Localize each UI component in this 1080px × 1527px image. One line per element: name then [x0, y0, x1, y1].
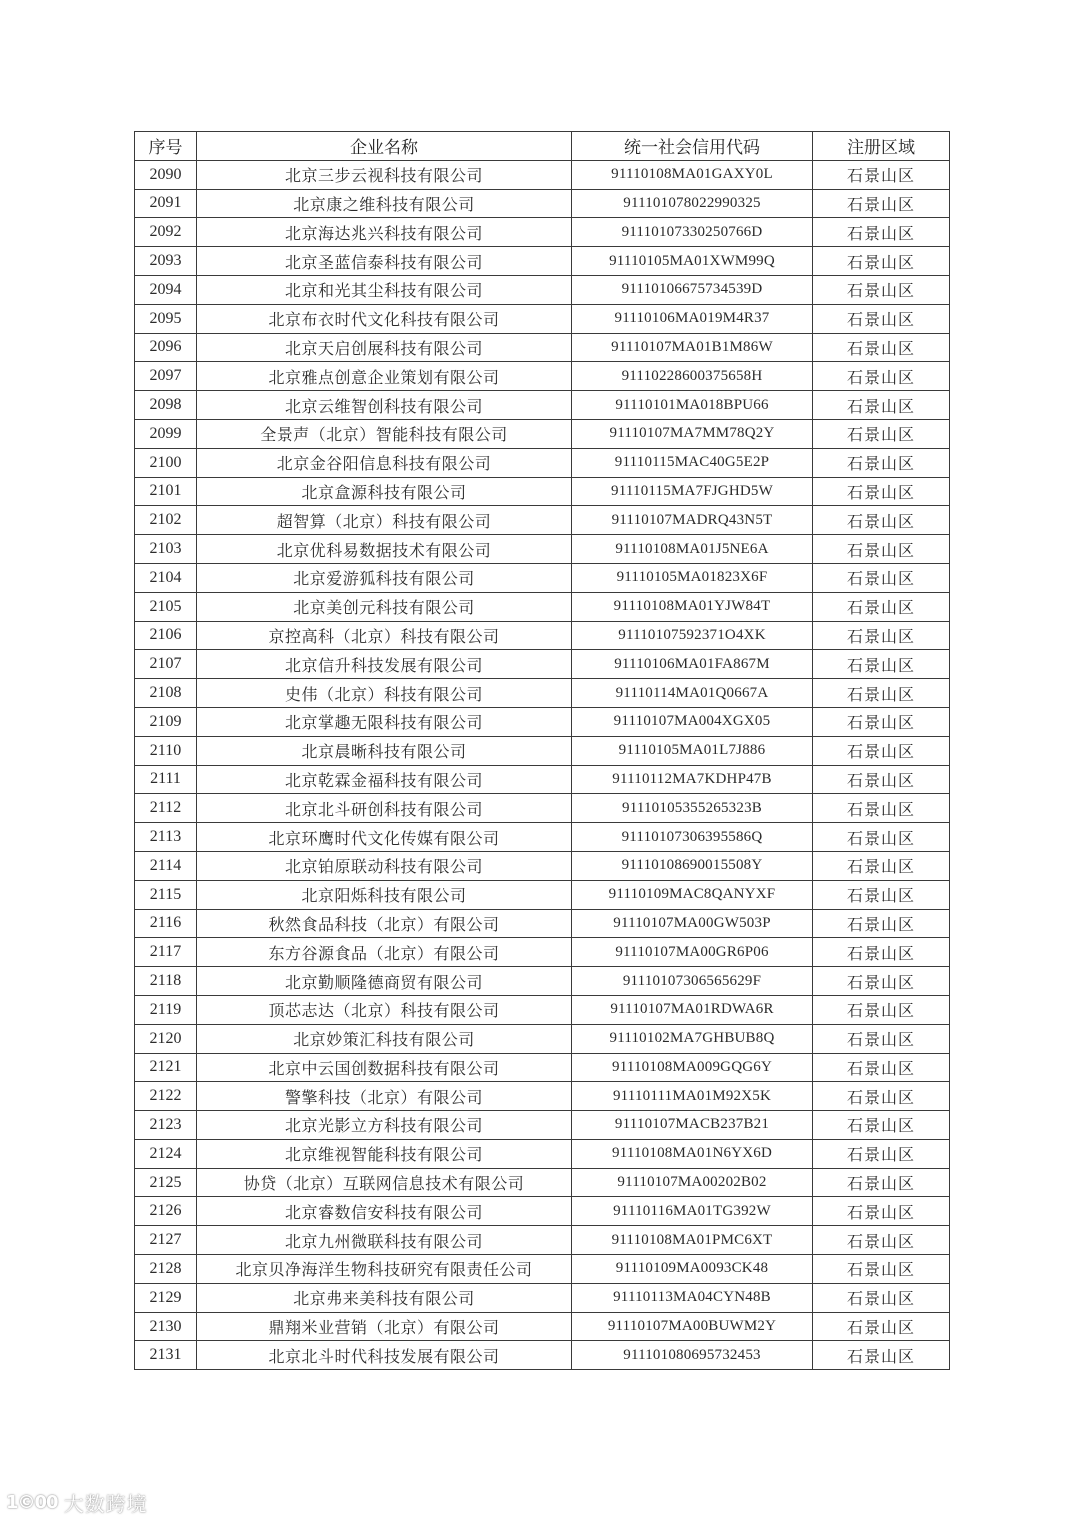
cell-region: 石景山区: [813, 707, 950, 736]
cell-credit-code: 91110106MA019M4R37: [572, 304, 813, 333]
cell-company-name: 鼎翔米业营销（北京）有限公司: [197, 1312, 572, 1341]
cell-seq: 2110: [135, 736, 197, 765]
cell-region: 石景山区: [813, 880, 950, 909]
table-row: [135, 563, 950, 592]
cell-credit-code: 91110116MA01TG392W: [572, 1197, 813, 1226]
cell-seq: 2090: [135, 160, 197, 189]
table-row: [135, 823, 950, 852]
table-row: [135, 1111, 950, 1140]
table-row: [135, 218, 950, 247]
cell-company-name: 北京雅点创意企业策划有限公司: [197, 362, 572, 391]
cell-region: 石景山区: [813, 333, 950, 362]
cell-company-name: 北京海达兆兴科技有限公司: [197, 218, 572, 247]
cell-seq: 2108: [135, 679, 197, 708]
cell-region: 石景山区: [813, 563, 950, 592]
cell-region: 石景山区: [813, 247, 950, 276]
cell-credit-code: 91110105MA01L7J886: [572, 736, 813, 765]
cell-company-name: 北京维视智能科技有限公司: [197, 1139, 572, 1168]
cell-company-name: 北京晨晰科技有限公司: [197, 736, 572, 765]
cell-company-name: 北京掌趣无限科技有限公司: [197, 707, 572, 736]
cell-region: 石景山区: [813, 736, 950, 765]
cell-company-name: 北京乾霖金福科技有限公司: [197, 765, 572, 794]
cell-credit-code: 91110108MA01YJW84T: [572, 592, 813, 621]
cell-region: 石景山区: [813, 189, 950, 218]
table-row: [135, 1283, 950, 1312]
table-row: [135, 362, 950, 391]
cell-credit-code: 91110109MA0093CK48: [572, 1255, 813, 1284]
cell-credit-code: 91110108MA01PMC6XT: [572, 1226, 813, 1255]
cell-company-name: 北京布衣时代文化科技有限公司: [197, 304, 572, 333]
cell-region: 石景山区: [813, 621, 950, 650]
cell-credit-code: 91110107330250766D: [572, 218, 813, 247]
cell-region: 石景山区: [813, 650, 950, 679]
table-row: [135, 1341, 950, 1370]
cell-seq: 2095: [135, 304, 197, 333]
cell-credit-code: 91110107MADRQ43N5T: [572, 506, 813, 535]
cell-seq: 2103: [135, 535, 197, 564]
cell-company-name: 北京天启创展科技有限公司: [197, 333, 572, 362]
brand-logo-icon: 1©00: [6, 1492, 58, 1513]
cell-credit-code: 91110108MA01J5NE6A: [572, 535, 813, 564]
cell-region: 石景山区: [813, 1341, 950, 1370]
cell-company-name: 全景声（北京）智能科技有限公司: [197, 419, 572, 448]
cell-region: 石景山区: [813, 938, 950, 967]
cell-company-name: 北京光影立方科技有限公司: [197, 1111, 572, 1140]
cell-seq: 2107: [135, 650, 197, 679]
cell-company-name: 北京三步云视科技有限公司: [197, 160, 572, 189]
cell-credit-code: 911101078022990325: [572, 189, 813, 218]
cell-credit-code: 91110228600375658H: [572, 362, 813, 391]
table-row: [135, 535, 950, 564]
cell-region: 石景山区: [813, 477, 950, 506]
table-row: [135, 1139, 950, 1168]
brand-name: 大数跨境: [63, 1492, 148, 1516]
cell-credit-code: 91110107MACB237B21: [572, 1111, 813, 1140]
cell-company-name: 北京铂原联动科技有限公司: [197, 851, 572, 880]
cell-seq: 2104: [135, 563, 197, 592]
watermark: [6, 1488, 148, 1517]
cell-seq: 2105: [135, 592, 197, 621]
cell-region: 石景山区: [813, 1255, 950, 1284]
header-company-name: 企业名称: [197, 132, 572, 161]
cell-credit-code: 91110101MA018BPU66: [572, 391, 813, 420]
table-row: [135, 707, 950, 736]
cell-seq: 2120: [135, 1024, 197, 1053]
table-row: [135, 851, 950, 880]
cell-seq: 2096: [135, 333, 197, 362]
cell-seq: 2092: [135, 218, 197, 247]
cell-seq: 2129: [135, 1283, 197, 1312]
cell-seq: 2113: [135, 823, 197, 852]
cell-region: 石景山区: [813, 1283, 950, 1312]
cell-region: 石景山区: [813, 765, 950, 794]
table-row: [135, 794, 950, 823]
cell-seq: 2109: [135, 707, 197, 736]
table-row: [135, 621, 950, 650]
table-row: [135, 967, 950, 996]
cell-seq: 2131: [135, 1341, 197, 1370]
table-row: [135, 1082, 950, 1111]
cell-region: 石景山区: [813, 218, 950, 247]
cell-seq: 2121: [135, 1053, 197, 1082]
cell-region: 石景山区: [813, 851, 950, 880]
cell-credit-code: 91110107MA00BUWM2Y: [572, 1312, 813, 1341]
cell-company-name: 史伟（北京）科技有限公司: [197, 679, 572, 708]
cell-seq: 2123: [135, 1111, 197, 1140]
cell-company-name: 北京金谷阳信息科技有限公司: [197, 448, 572, 477]
table-row: [135, 275, 950, 304]
cell-seq: 2102: [135, 506, 197, 535]
cell-company-name: 北京环鹰时代文化传媒有限公司: [197, 823, 572, 852]
table-row: [135, 1226, 950, 1255]
cell-region: 石景山区: [813, 1082, 950, 1111]
cell-company-name: 北京康之维科技有限公司: [197, 189, 572, 218]
cell-region: 石景山区: [813, 794, 950, 823]
cell-seq: 2127: [135, 1226, 197, 1255]
cell-credit-code: 911101080695732453: [572, 1341, 813, 1370]
cell-company-name: 秋然食品科技（北京）有限公司: [197, 909, 572, 938]
cell-region: 石景山区: [813, 1053, 950, 1082]
cell-credit-code: 91110107MA01RDWA6R: [572, 995, 813, 1024]
cell-company-name: 北京美创元科技有限公司: [197, 592, 572, 621]
cell-credit-code: 91110114MA01Q0667A: [572, 679, 813, 708]
cell-seq: 2128: [135, 1255, 197, 1284]
cell-credit-code: 91110105MA01823X6F: [572, 563, 813, 592]
cell-seq: 2100: [135, 448, 197, 477]
table-row: [135, 1197, 950, 1226]
cell-seq: 2125: [135, 1168, 197, 1197]
cell-credit-code: 91110109MAC8QANYXF: [572, 880, 813, 909]
cell-seq: 2098: [135, 391, 197, 420]
header-seq: 序号: [135, 132, 197, 161]
table-row: [135, 506, 950, 535]
cell-region: 石景山区: [813, 362, 950, 391]
cell-credit-code: 91110107592371O4XK: [572, 621, 813, 650]
cell-seq: 2111: [135, 765, 197, 794]
cell-seq: 2101: [135, 477, 197, 506]
table-row: [135, 1255, 950, 1284]
table-header-row: [135, 132, 950, 161]
cell-company-name: 北京北斗研创科技有限公司: [197, 794, 572, 823]
cell-credit-code: 91110108MA01N6YX6D: [572, 1139, 813, 1168]
table-row: [135, 247, 950, 276]
table-row: [135, 765, 950, 794]
table-row: [135, 304, 950, 333]
table-row: [135, 1312, 950, 1341]
table-row: [135, 477, 950, 506]
cell-region: 石景山区: [813, 592, 950, 621]
cell-region: 石景山区: [813, 160, 950, 189]
cell-seq: 2126: [135, 1197, 197, 1226]
cell-credit-code: 91110113MA04CYN48B: [572, 1283, 813, 1312]
cell-credit-code: 91110107306395586Q: [572, 823, 813, 852]
cell-region: 石景山区: [813, 995, 950, 1024]
cell-region: 石景山区: [813, 506, 950, 535]
cell-seq: 2124: [135, 1139, 197, 1168]
table-row: [135, 995, 950, 1024]
cell-seq: 2091: [135, 189, 197, 218]
cell-company-name: 北京妙策汇科技有限公司: [197, 1024, 572, 1053]
cell-region: 石景山区: [813, 419, 950, 448]
cell-region: 石景山区: [813, 967, 950, 996]
cell-company-name: 北京信升科技发展有限公司: [197, 650, 572, 679]
header-region: 注册区域: [813, 132, 950, 161]
company-list-table: [134, 131, 950, 1370]
cell-seq: 2115: [135, 880, 197, 909]
cell-seq: 2114: [135, 851, 197, 880]
cell-credit-code: 91110107MA00GR6P06: [572, 938, 813, 967]
cell-credit-code: 91110105MA01XWM99Q: [572, 247, 813, 276]
table-row: [135, 189, 950, 218]
cell-company-name: 北京爱游狐科技有限公司: [197, 563, 572, 592]
table-row: [135, 160, 950, 189]
header-credit-code: 统一社会信用代码: [572, 132, 813, 161]
cell-region: 石景山区: [813, 391, 950, 420]
cell-seq: 2093: [135, 247, 197, 276]
table-row: [135, 880, 950, 909]
cell-company-name: 东方谷源食品（北京）有限公司: [197, 938, 572, 967]
table-row: [135, 1053, 950, 1082]
cell-seq: 2112: [135, 794, 197, 823]
cell-seq: 2119: [135, 995, 197, 1024]
cell-region: 石景山区: [813, 1111, 950, 1140]
cell-region: 石景山区: [813, 823, 950, 852]
cell-region: 石景山区: [813, 304, 950, 333]
cell-region: 石景山区: [813, 275, 950, 304]
cell-company-name: 北京云维智创科技有限公司: [197, 391, 572, 420]
cell-credit-code: 91110102MA7GHBUB8Q: [572, 1024, 813, 1053]
cell-company-name: 北京贝净海洋生物科技研究有限责任公司: [197, 1255, 572, 1284]
cell-company-name: 协贷（北京）互联网信息技术有限公司: [197, 1168, 572, 1197]
cell-seq: 2130: [135, 1312, 197, 1341]
cell-region: 石景山区: [813, 1226, 950, 1255]
cell-region: 石景山区: [813, 1024, 950, 1053]
table-row: [135, 391, 950, 420]
cell-credit-code: 91110111MA01M92X5K: [572, 1082, 813, 1111]
cell-region: 石景山区: [813, 1197, 950, 1226]
cell-seq: 2116: [135, 909, 197, 938]
cell-credit-code: 91110107MA00202B02: [572, 1168, 813, 1197]
cell-region: 石景山区: [813, 535, 950, 564]
cell-company-name: 北京北斗时代科技发展有限公司: [197, 1341, 572, 1370]
cell-seq: 2099: [135, 419, 197, 448]
cell-credit-code: 91110108690015508Y: [572, 851, 813, 880]
cell-region: 石景山区: [813, 1168, 950, 1197]
cell-company-name: 北京中云国创数据科技有限公司: [197, 1053, 572, 1082]
table-row: [135, 1024, 950, 1053]
table-row: [135, 938, 950, 967]
cell-credit-code: 91110106675734539D: [572, 275, 813, 304]
cell-seq: 2097: [135, 362, 197, 391]
cell-credit-code: 91110115MA7FJGHD5W: [572, 477, 813, 506]
cell-credit-code: 91110106MA01FA867M: [572, 650, 813, 679]
cell-company-name: 北京勤顺隆德商贸有限公司: [197, 967, 572, 996]
cell-credit-code: 91110105355265323B: [572, 794, 813, 823]
cell-credit-code: 91110112MA7KDHP47B: [572, 765, 813, 794]
cell-region: 石景山区: [813, 909, 950, 938]
table-row: [135, 909, 950, 938]
cell-seq: 2122: [135, 1082, 197, 1111]
cell-company-name: 北京九州微联科技有限公司: [197, 1226, 572, 1255]
cell-region: 石景山区: [813, 1139, 950, 1168]
cell-region: 石景山区: [813, 679, 950, 708]
cell-credit-code: 91110107MA7MM78Q2Y: [572, 419, 813, 448]
cell-seq: 2118: [135, 967, 197, 996]
cell-seq: 2117: [135, 938, 197, 967]
cell-region: 石景山区: [813, 1312, 950, 1341]
table-row: [135, 650, 950, 679]
cell-company-name: 京控高科（北京）科技有限公司: [197, 621, 572, 650]
cell-company-name: 警擎科技（北京）有限公司: [197, 1082, 572, 1111]
cell-company-name: 北京盒源科技有限公司: [197, 477, 572, 506]
cell-company-name: 北京和光其尘科技有限公司: [197, 275, 572, 304]
table-row: [135, 736, 950, 765]
cell-seq: 2106: [135, 621, 197, 650]
cell-company-name: 北京优科易数据技术有限公司: [197, 535, 572, 564]
cell-company-name: 北京圣蓝信泰科技有限公司: [197, 247, 572, 276]
cell-seq: 2094: [135, 275, 197, 304]
cell-company-name: 北京睿数信安科技有限公司: [197, 1197, 572, 1226]
cell-credit-code: 91110108MA01GAXY0L: [572, 160, 813, 189]
table-row: [135, 1168, 950, 1197]
table-row: [135, 592, 950, 621]
cell-credit-code: 91110107MA00GW503P: [572, 909, 813, 938]
table-row: [135, 448, 950, 477]
table-row: [135, 333, 950, 362]
table-body: [135, 160, 950, 1369]
cell-credit-code: 91110115MAC40G5E2P: [572, 448, 813, 477]
table-row: [135, 419, 950, 448]
cell-company-name: 北京阳烁科技有限公司: [197, 880, 572, 909]
cell-credit-code: 91110107MA01B1M86W: [572, 333, 813, 362]
cell-credit-code: 91110107MA004XGX05: [572, 707, 813, 736]
cell-credit-code: 91110107306565629F: [572, 967, 813, 996]
cell-company-name: 顶芯志达（北京）科技有限公司: [197, 995, 572, 1024]
cell-company-name: 北京弗来美科技有限公司: [197, 1283, 572, 1312]
cell-credit-code: 91110108MA009GQG6Y: [572, 1053, 813, 1082]
table-row: [135, 679, 950, 708]
cell-company-name: 超智算（北京）科技有限公司: [197, 506, 572, 535]
cell-region: 石景山区: [813, 448, 950, 477]
